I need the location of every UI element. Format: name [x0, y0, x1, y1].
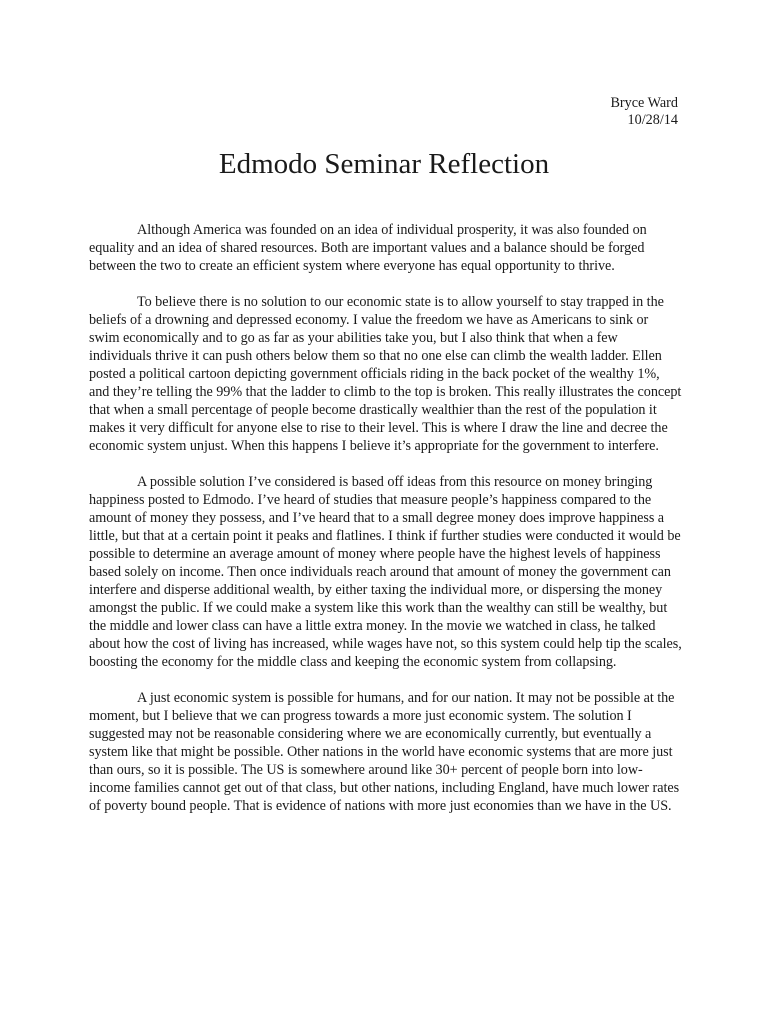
paragraph-3: A possible solution I’ve considered is based off ideas from this resource on money bringing happiness posted to Edmodo. I’ve heard of studies that measure people’s happiness compared to the amount of money they possess, and I’ve heard that to a small degree money does improve happiness a little, but that at a certain point it peaks and flatlines. I think if further studies were conducted it would be possible to determine an average amount of money where people have the highest levels of happiness based solely on income. Then once individuals reach around that amount of money the government can interfere and disperse additional wealth, by either taxing the individual more, or dispersing the money amongst the public. If we could make a system like this work than the wealthy can still be wealthy, but the middle and lower class can have a little extra money. In the movie we watched in class, he talked about how the cost of living has increased, while wages have not, so this system could help tip the scales, boosting the economy for the middle class and keeping the economic system from collapsing.	[89, 474, 682, 670]
paragraph-4: A just economic system is possible for humans, and for our nation. It may not be possible at the moment, but I believe that we can progress towards a more just economic system. The solution I suggested may not be reasonable considering where we are economically currently, but eventually a system like that might be possible. Other nations in the world have economic systems that are more just than ours, so it is possible. The US is somewhere around like 30+ percent of people born into low-income families cannot get out of that class, but other nations, including England, have much lower rates of poverty bound people. That is evidence of nations with more just economies than we have in the US.	[89, 690, 680, 814]
header-block	[610, 95, 678, 129]
document-body	[89, 221, 682, 833]
document-date: 10/28/14	[627, 112, 678, 128]
author-name: Bryce Ward	[610, 95, 678, 111]
paragraph-1: Although America was founded on an idea of individual prosperity, it was also founded on equality and an idea of shared resources. Both are important values and a balance should be forged between the two to create an efficient system where everyone has equal opportunity to thrive.	[89, 222, 647, 274]
paragraph-2: To believe there is no solution to our economic state is to allow yourself to stay trapped in the beliefs of a drowning and depressed economy. I value the freedom we have as Americans to sink or swim economically and to go as far as your abilities take you, but I also think that when a few individuals thrive it can push others below them so that no one else can climb the wealth ladder. Ellen posted a political cartoon depicting government officials riding in the back pocket of the wealthy 1%, and they’re telling the 99% that the ladder to climb to the top is broken. This really illustrates the concept that when a small percentage of people become drastically wealthier than the rest of the population it makes it very difficult for anyone else to rise to their level. This is where I draw the line and decree the economic system unjust. When this happens I believe it’s appropriate for the government to interfere.	[89, 294, 682, 454]
page-title: Edmodo Seminar Reflection	[218, 148, 550, 180]
